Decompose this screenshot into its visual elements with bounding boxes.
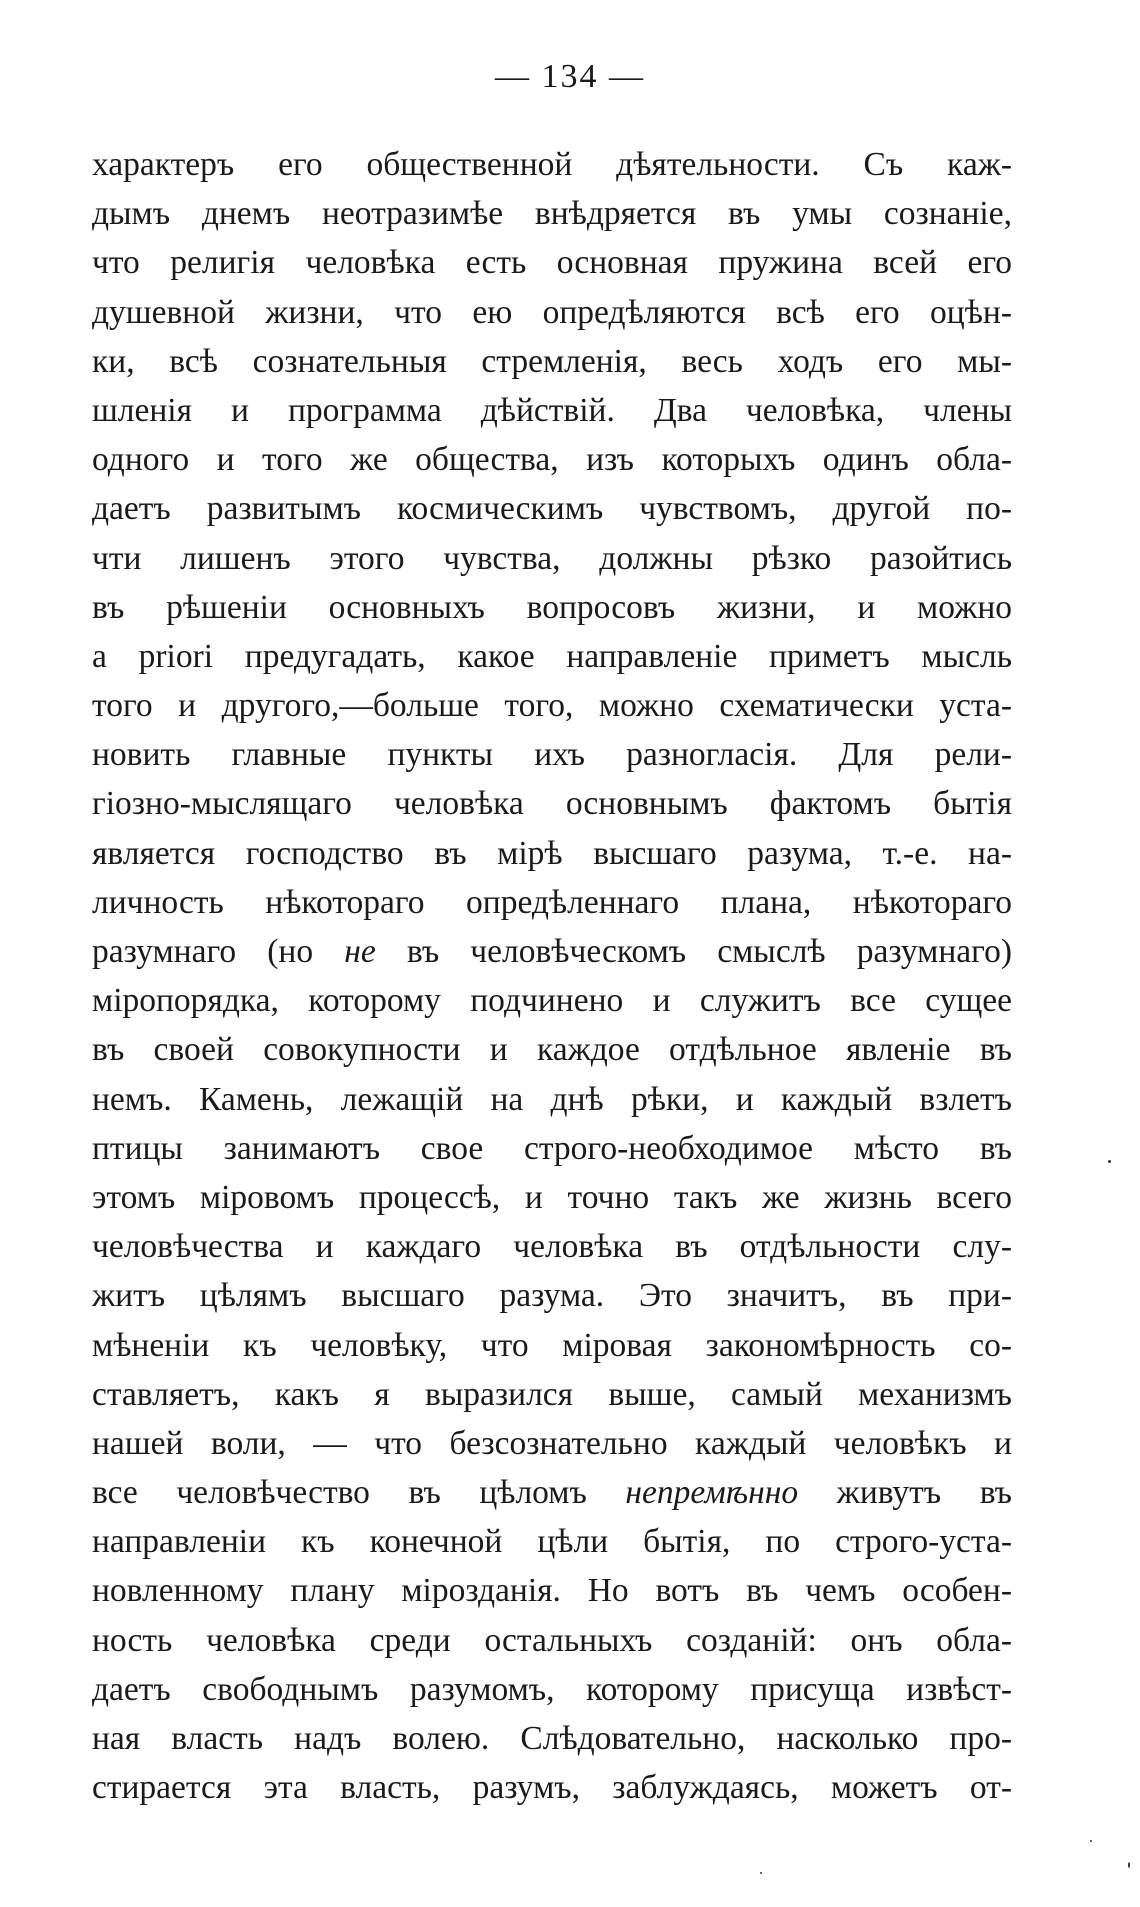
text-line: чти лишенъ этого чувства, должны рѣзко разойтись bbox=[92, 539, 1012, 577]
print-speck bbox=[1108, 1160, 1111, 1163]
text-line: этомъ міровомъ процессѣ, и точно такъ же жизнь всего bbox=[92, 1178, 1012, 1216]
text-line: того и другого,—больше того, можно схематически уста- bbox=[92, 687, 1012, 725]
text-line: личность нѣкотораго опредѣленнаго плана, нѣкотораго bbox=[92, 883, 1012, 921]
text-line: характеръ его общественной дѣятельности. Съ каж- bbox=[92, 146, 1012, 183]
text-line: ность человѣка среди остальныхъ созданій: онъ обла- bbox=[92, 1621, 1012, 1659]
emphasis: непремѣнно bbox=[625, 1474, 799, 1512]
text-line: птицы занимаютъ свое строго-необходимое мѣсто въ bbox=[92, 1129, 1012, 1167]
text-line: мѣненіи къ человѣку, что міровая закономѣрность со- bbox=[92, 1326, 1012, 1364]
print-speck bbox=[1090, 1840, 1092, 1842]
line-segment: все человѣчество въ цѣломъ bbox=[92, 1474, 626, 1512]
print-speck bbox=[1128, 1862, 1130, 1868]
line-segment: живутъ въ bbox=[798, 1474, 1012, 1512]
text-line: міропорядка, которому подчинено и служитъ все сущее bbox=[92, 982, 1012, 1020]
text-line: новить главные пункты ихъ разногласія. Для рели- bbox=[92, 736, 1012, 774]
text-line: человѣчества и каждаго человѣка въ отдѣльности слу- bbox=[92, 1228, 1012, 1266]
text-line: ки, всѣ сознательныя стремленія, весь ходъ его мы- bbox=[92, 342, 1012, 380]
text-line: шленія и программа дѣйствій. Два человѣка, члены bbox=[92, 391, 1012, 429]
text-line: является господство въ мірѣ высшаго разума, т.-е. на- bbox=[92, 834, 1012, 872]
line-segment: въ человѣческомъ смыслѣ разумнаго) bbox=[375, 933, 1012, 970]
text-line-with-emphasis bbox=[92, 927, 1012, 976]
text-line: что религія человѣка есть основная пружина всей его bbox=[92, 244, 1012, 282]
text-line: новленному плану мірозданія. Но вотъ въ чемъ особен- bbox=[92, 1572, 1012, 1610]
text-line: житъ цѣлямъ высшаго разума. Это значитъ, въ при- bbox=[92, 1277, 1012, 1315]
print-speck bbox=[760, 1872, 762, 1874]
body-text bbox=[92, 140, 1012, 1812]
text-line: a priori предугадать, какое направленіе приметъ мысль bbox=[92, 637, 1012, 675]
emphasis: не bbox=[344, 933, 376, 970]
page-number: — 134 — bbox=[495, 58, 645, 95]
text-line: даетъ свободнымъ разумомъ, которому присуща извѣст- bbox=[92, 1670, 1012, 1708]
line-segment: разумнаго (но bbox=[92, 933, 345, 970]
text-line: нашей воли, — что безсознательно каждый человѣкъ и bbox=[92, 1424, 1012, 1462]
text-line-with-emphasis bbox=[92, 1468, 1012, 1517]
text-line: одного и того же общества, изъ которыхъ одинъ обла- bbox=[92, 441, 1012, 479]
text-line: направленіи къ конечной цѣли бытія, по строго-уста- bbox=[92, 1523, 1012, 1561]
text-line: немъ. Камень, лежащій на днѣ рѣки, и каждый взлетъ bbox=[92, 1080, 1012, 1118]
text-line: въ своей совокупности и каждое отдѣльное явленіе въ bbox=[92, 1031, 1012, 1069]
text-line: въ рѣшеніи основныхъ вопросовъ жизни, и можно bbox=[92, 588, 1012, 626]
text-line: дымъ днемъ неотразимѣе внѣдряется въ умы сознаніе, bbox=[92, 195, 1012, 233]
text-line: ная власть надъ волею. Слѣдовательно, насколько про- bbox=[92, 1720, 1012, 1757]
text-line: гіозно-мыслящаго человѣка основнымъ фактомъ бытія bbox=[92, 785, 1012, 823]
text-line: душевной жизни, что ею опредѣляются всѣ его оцѣн- bbox=[92, 293, 1012, 331]
text-line: стирается эта власть, разумъ, заблуждаясь, можетъ от- bbox=[92, 1769, 1012, 1807]
text-line: ставляетъ, какъ я выразился выше, самый механизмъ bbox=[92, 1375, 1012, 1413]
text-line: даетъ развитымъ космическимъ чувствомъ, другой по- bbox=[92, 490, 1012, 528]
